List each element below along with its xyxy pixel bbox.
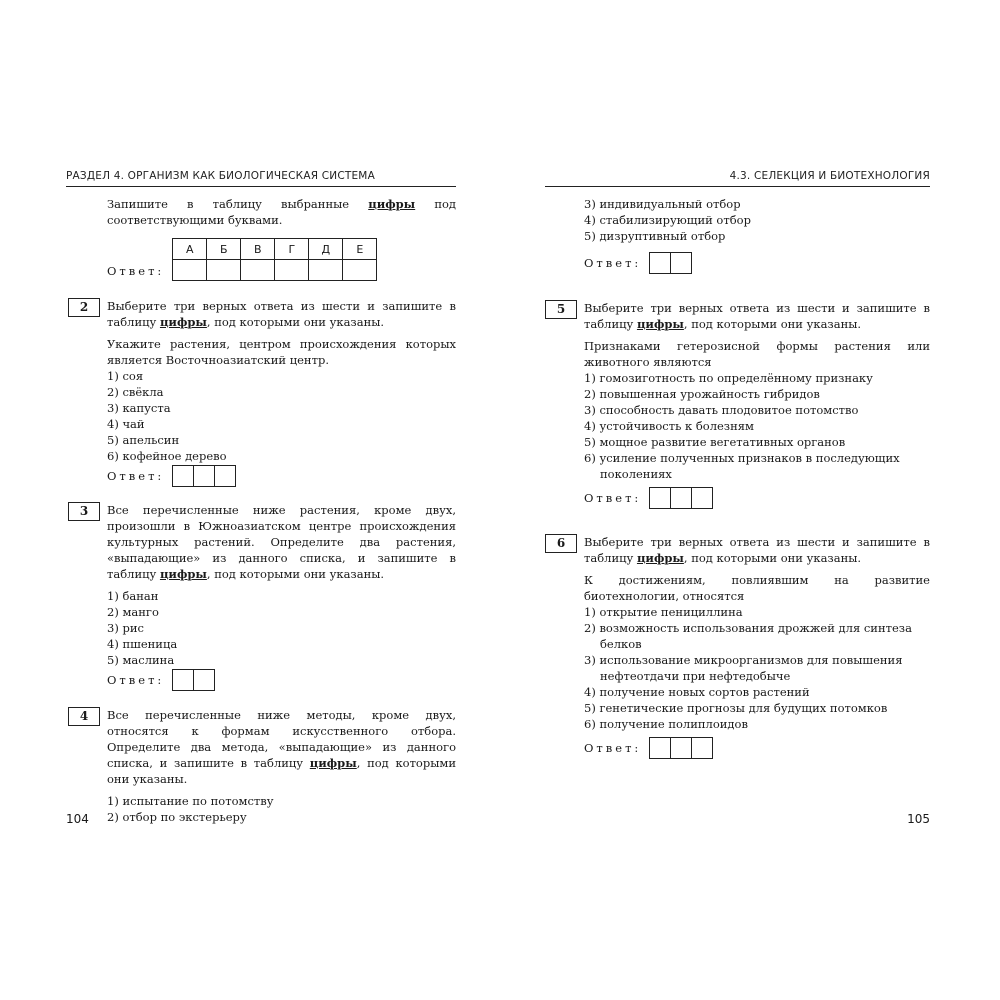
q5-option: 6) усиление полученных признаков в последующих поколениях — [584, 451, 900, 481]
answer-cells[interactable] — [172, 669, 215, 691]
q5-option: 1) гомозиготность по определённому признаку — [584, 371, 873, 385]
right-running-head: 4.3. СЕЛЕКЦИЯ И БИОТЕХНОЛОГИЯ — [729, 170, 930, 182]
q5-option: 3) способность давать плодовитое потомство — [584, 403, 859, 417]
answer-label: Ответ: — [584, 491, 642, 505]
answer-label: Ответ: — [107, 263, 165, 278]
q3-option: 1) банан — [107, 589, 159, 603]
q5-stem: Признаками гетерозисной формы растения или животного являются — [584, 339, 930, 369]
grid-header-v: В — [241, 239, 275, 260]
q3-option: 5) маслина — [107, 653, 175, 667]
q6-stem: К достижениям, повлиявшим на развитие биотехнологии, относятся — [584, 573, 930, 603]
question-6 — [584, 534, 930, 732]
q2-instruction: Выберите три верных ответа из шести и запишите в таблицу цифры, под которыми они указаны. — [107, 299, 456, 329]
question-number-3: 3 — [68, 502, 100, 521]
q3-answer — [107, 669, 215, 691]
question-number-4: 4 — [68, 707, 100, 726]
q2-answer — [107, 465, 236, 487]
q6-answer — [584, 737, 713, 759]
q6-option: 1) открытие пенициллина — [584, 605, 743, 619]
grid-header-g: Г — [275, 239, 309, 260]
grid-header-e: Е — [343, 239, 377, 260]
q2-option: 4) чай — [107, 417, 145, 431]
answer-cells[interactable] — [649, 487, 713, 509]
q5-option: 5) мощное развитие вегетативных органов — [584, 435, 846, 449]
q4-instruction: Все перечисленные ниже методы, кроме двух, относятся к формам искусственного отбора. Определите два метода, «выпадающие» из данного списка, и запишите в таблицу цифры, под которыми они указаны. — [107, 708, 456, 786]
question-4-continued — [584, 196, 930, 244]
q2-option: 2) свёкла — [107, 385, 164, 399]
right-page-number: 105 — [907, 812, 930, 826]
right-header-rule — [545, 186, 930, 187]
grid-cell[interactable] — [207, 260, 241, 281]
q4-option: 1) испытание по потомству — [107, 794, 274, 808]
grid-header-b: Б — [207, 239, 241, 260]
q4-option: 4) стабилизирующий отбор — [584, 213, 751, 227]
q3-option: 4) пшеница — [107, 637, 178, 651]
q2-option: 5) апельсин — [107, 433, 180, 447]
question-number-5: 5 — [545, 300, 577, 319]
answer-cells[interactable] — [649, 737, 713, 759]
left-page-number: 104 — [66, 812, 89, 826]
q6-instruction: Выберите три верных ответа из шести и запишите в таблицу цифры, под которыми они указаны. — [584, 535, 930, 565]
q4-option: 2) отбор по экстерьеру — [107, 810, 247, 824]
q5-answer — [584, 487, 713, 509]
q3-instruction: Все перечисленные ниже растения, кроме двух, произошли в Южноазиатском центре происхождения культурных растений. Определите два растения, «выпадающие» из данного списка, и запишите в таблицу цифры, под которыми они указаны. — [107, 503, 456, 581]
answer-label: Ответ: — [107, 673, 165, 687]
grid-cell[interactable] — [241, 260, 275, 281]
answer-label: Ответ: — [107, 469, 165, 483]
question-4 — [107, 707, 456, 825]
question-5 — [584, 300, 930, 482]
right-page — [500, 0, 1000, 1000]
q3-option: 2) манго — [107, 605, 159, 619]
question-number-2: 2 — [68, 298, 100, 317]
q5-instruction: Выберите три верных ответа из шести и запишите в таблицу цифры, под которыми они указаны. — [584, 301, 930, 331]
answer-cells[interactable] — [172, 465, 236, 487]
q2-option: 6) кофейное дерево — [107, 449, 227, 463]
answer-cells[interactable] — [649, 252, 692, 274]
intro-instruction: Запишите в таблицу выбранные цифры под соответствующими буквами. — [107, 197, 456, 227]
q6-option: 5) генетические прогнозы для будущих потомков — [584, 701, 888, 715]
answer-label: Ответ: — [584, 741, 642, 755]
q3-option: 3) рис — [107, 621, 144, 635]
question-number-6: 6 — [545, 534, 577, 553]
q4-option: 5) дизруптивный отбор — [584, 229, 726, 243]
letter-grid — [172, 238, 377, 281]
q6-option: 3) использование микроорганизмов для повышения нефтеотдачи при нефтедобыче — [584, 653, 903, 683]
grid-header-a: А — [173, 239, 207, 260]
q4-option: 3) индивидуальный отбор — [584, 197, 741, 211]
grid-cell[interactable] — [343, 260, 377, 281]
q6-option: 2) возможность использования дрожжей для синтеза белков — [584, 621, 912, 651]
q6-option: 4) получение новых сортов растений — [584, 685, 810, 699]
q5-option: 2) повышенная урожайность гибридов — [584, 387, 820, 401]
grid-header-d: Д — [309, 239, 343, 260]
q4-answer — [584, 252, 692, 274]
answer-grid-abcdef — [107, 238, 377, 281]
q2-stem: Укажите растения, центром происхождения которых является Восточноазиатский центр. — [107, 337, 456, 367]
q2-option: 3) капуста — [107, 401, 171, 415]
grid-cell[interactable] — [275, 260, 309, 281]
grid-cell[interactable] — [309, 260, 343, 281]
left-header-rule — [66, 186, 456, 187]
answer-label: Ответ: — [584, 256, 642, 270]
grid-cell[interactable] — [173, 260, 207, 281]
left-running-head: РАЗДЕЛ 4. ОРГАНИЗМ КАК БИОЛОГИЧЕСКАЯ СИСТЕМА — [66, 170, 375, 182]
question-2 — [107, 298, 456, 464]
question-3 — [107, 502, 456, 668]
q5-option: 4) устойчивость к болезням — [584, 419, 754, 433]
q2-option: 1) соя — [107, 369, 144, 383]
q6-option: 6) получение полиплоидов — [584, 717, 748, 731]
